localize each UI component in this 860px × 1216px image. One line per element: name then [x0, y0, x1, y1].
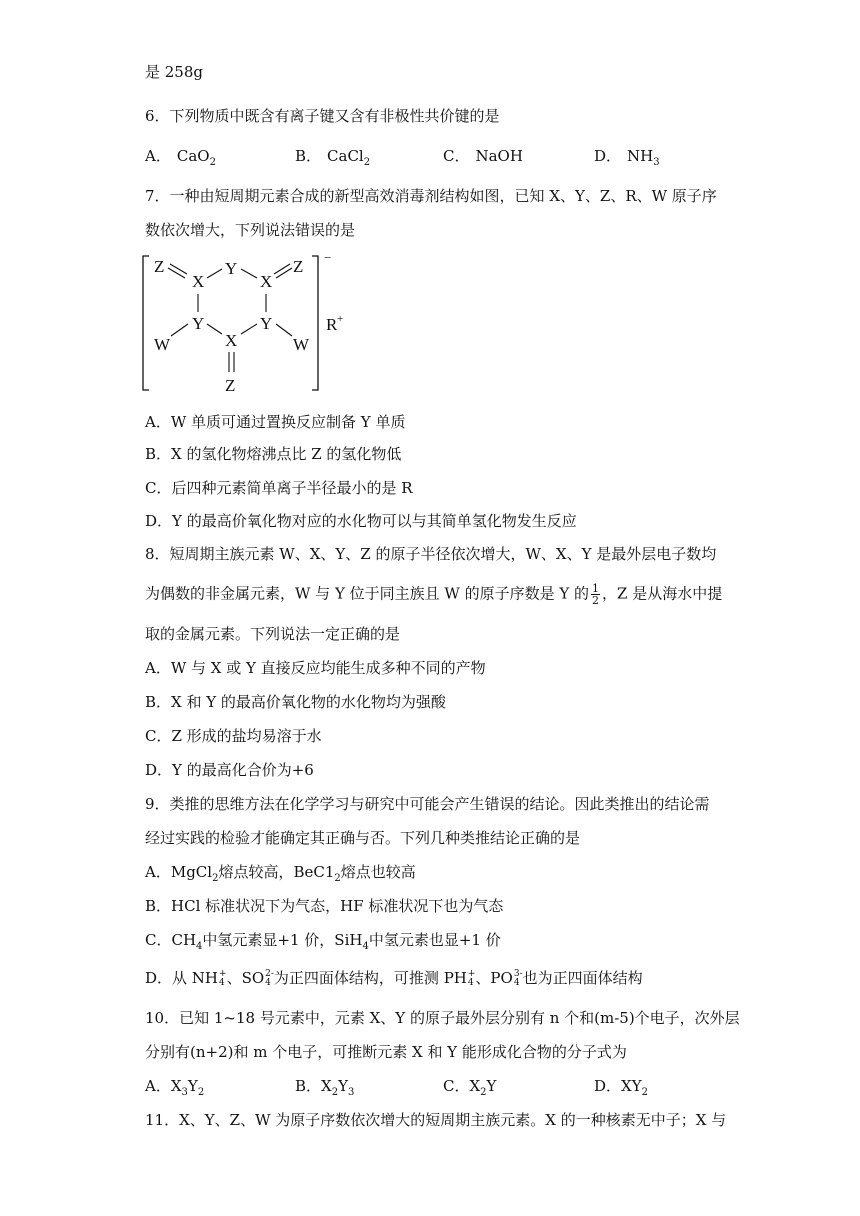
q8-line1: 8．短周期主族元素 W、X、Y、Z 的原子半径依次增大，W、X、Y 是最外层电子数均: [145, 545, 717, 563]
q7-option-b: B．X 的氢化物熔沸点比 Z 的氢化物低: [145, 445, 402, 463]
q10-option-c: C．$X_2Y$: [443, 1077, 497, 1098]
charge-plus: +: [337, 313, 344, 325]
atom-y-top: Y: [225, 259, 238, 278]
q9-line2: 经过实践的检验才能确定其正确与否。下列几种类推结论正确的是: [145, 829, 581, 847]
q7-option-c: C．后四种元素简单离子半径最小的是 R: [145, 479, 413, 497]
q9-option-b: B．HCl 标准状况下为气态，HF 标准状况下也为气态: [145, 897, 504, 915]
atom-z-top-right: Z: [293, 257, 304, 276]
q8-line2: 为偶数的非金属元素，W 与 Y 位于同主族且 W 的原子序数是 Y 的 $\frac{1}{2}$ ，Z 是从海水中提: [145, 582, 723, 607]
bond-lines: [168, 264, 292, 372]
q10-option-b: B．$X_2Y_3$: [295, 1077, 355, 1098]
q6-options: [145, 146, 745, 166]
q6-option-c: C． NaOH: [443, 147, 523, 165]
atom-x-top-right: X: [260, 272, 273, 291]
q9-option-a: A．MgCl$_2$熔点较高，$BeC1_2$熔点也较高: [145, 863, 416, 884]
fraction-one-half: $\frac{1}{2}$: [592, 582, 600, 607]
q6-stem: 6．下列物质中既含有离子键又含有非极性共价键的是: [145, 107, 500, 125]
atom-w-right: W: [293, 335, 310, 354]
q10-options: [145, 1076, 745, 1096]
q9-line1: 9．类推的思维方法在化学学习与研究中可能会产生错误的结论。因此类推出的结论需: [145, 795, 710, 813]
q9-option-d: D．从 NH + 4 、SO 2- 4 为正四面体结构，可推测 PH + 4 、PO 3- 4 也为正四面体结构: [145, 969, 643, 988]
q8-option-a: A．W 与 X 或 Y 直接反应均能生成多种不同的产物: [145, 659, 486, 677]
charge-minus: −: [324, 252, 332, 265]
q6-option-b: B． CaCl$_2$: [295, 147, 371, 168]
q8-line3: 取的金属元素。下列说法一定正确的是: [145, 625, 401, 643]
right-bracket: [312, 256, 318, 390]
atom-w-left: W: [154, 335, 171, 354]
q8-option-b: B．X 和 Y 的最高价氧化物的水化物均为强酸: [145, 693, 446, 711]
q7-option-a: A．W 单质可通过置换反应制备 Y 单质: [145, 413, 406, 431]
atom-z-top-left: Z: [154, 257, 165, 276]
q10-option-d: D．$XY_2$: [594, 1077, 648, 1098]
atom-x-top-left: X: [192, 272, 205, 291]
q7-option-d: D．Y 的最高价氧化物对应的水化物可以与其简单氢化物发生反应: [145, 512, 577, 530]
q7-stem-line2: 数依次增大，下列说法错误的是: [145, 221, 356, 239]
molecular-structure-diagram: [140, 252, 370, 397]
prev-question-tail: 是 258g: [145, 63, 204, 81]
q8-option-d: D．Y 的最高化合价为+6: [145, 761, 314, 779]
q10-line1: 10．已知 1~18 号元素中，元素 X、Y 的原子最外层分别有 n 个和(m-5)个电子，次外层: [145, 1009, 740, 1027]
q11-line1: 11．X、Y、Z、W 为原子序数依次增大的短周期主族元素。X 的一种核素无中子；X 与: [145, 1111, 727, 1129]
q10-option-a: A．$X_3Y_2$: [145, 1077, 205, 1098]
left-bracket: [143, 256, 149, 390]
q8-option-c: C．Z 形成的盐均易溶于水: [145, 727, 322, 745]
atom-x-bottom: X: [225, 331, 238, 350]
q6-option-d: D． $NH_3$: [594, 147, 660, 168]
atom-r: R: [326, 315, 338, 334]
q7-stem-line1: 7．一种由短周期元素合成的新型高效消毒剂结构如图，已知 X、Y、Z、R、W 原子序: [145, 187, 717, 205]
atom-z-bottom: Z: [225, 376, 236, 395]
atom-y-left: Y: [192, 314, 205, 333]
q6-option-a: A． CaO$_2$: [145, 147, 216, 168]
atom-y-right: Y: [260, 314, 273, 333]
q10-line2: 分别有(n+2)和 m 个电子，可推断元素 X 和 Y 能形成化合物的分子式为: [145, 1043, 627, 1061]
q9-option-c: C．$CH_4$中氢元素显+1 价，SiH$_4$中氢元素也显+1 价: [145, 931, 501, 952]
